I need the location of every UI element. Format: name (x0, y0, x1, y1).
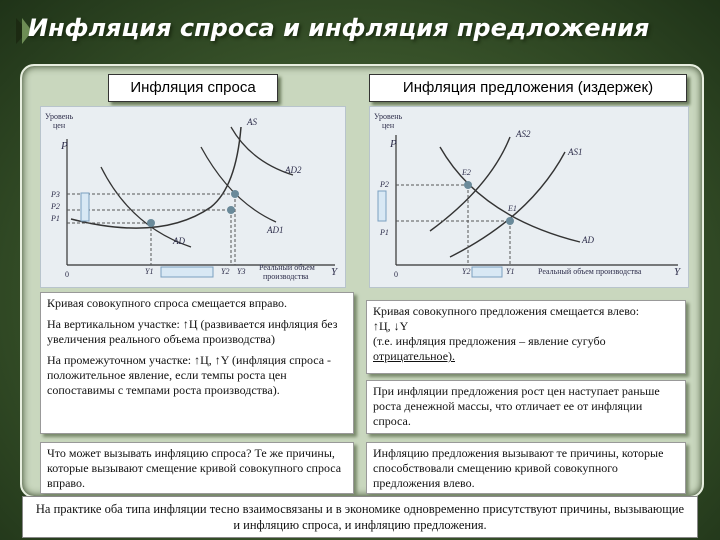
x-axis-label-1: Реальный объем (259, 263, 315, 272)
equilibrium-point-e1 (506, 217, 514, 225)
y-axis-label-1: Уровень (374, 112, 403, 121)
y2-label: Y2 (462, 267, 471, 276)
price-up-arrow-icon (81, 193, 89, 221)
p1-label: P1 (380, 228, 389, 237)
ad-curve (101, 167, 191, 247)
y1-label: Y1 (506, 267, 515, 276)
supply-causes-text: Инфляцию предложения вызывают те причины, которые способствовали смещению кривой совокупного предложения влево. (373, 446, 664, 490)
ad1-label: AD1 (267, 225, 284, 235)
x-axis-symbol: Y (331, 266, 338, 278)
demand-causes-text: Что может вызывать инфляцию спроса? Те же причины, которые вызывают смещение кривой совокупного спроса вправо. (47, 446, 342, 490)
ad2-label: AD2 (285, 165, 302, 175)
x-axis-label-2: производства (263, 272, 309, 281)
supply-inflation-graph (369, 106, 689, 288)
supply-inflation-causes (366, 442, 686, 494)
supply-inflation-timing (366, 380, 686, 434)
origin-label: 0 (394, 270, 398, 279)
vertical-segment-text: На вертикальном участке: ↑Ц (развивается инфляция без увеличения реального объема производства) (47, 317, 338, 346)
supply-timing-text: При инфляции предложения рост цен наступает раньше роста денежной массы, что отличает ее от инфляции спроса. (373, 384, 660, 428)
as1-label: AS1 (568, 147, 583, 157)
equilibrium-point-e2 (464, 181, 472, 189)
p2-label: P2 (380, 180, 389, 189)
y-axis-label-2: цен (382, 121, 395, 130)
demand-inflation-graph (40, 106, 346, 288)
supply-shift-text: Кривая совокупного предложения смещается влево: (373, 304, 640, 318)
origin-label: 0 (65, 270, 69, 279)
x-axis-label: Реальный объем производства (538, 267, 642, 276)
p2-label: P2 (51, 202, 60, 211)
output-right-arrow-icon (161, 267, 213, 277)
y1-label: Y1 (145, 267, 154, 276)
y3-label: Y3 (237, 267, 246, 276)
price-up-arrow-icon (378, 191, 386, 221)
title-bar (0, 0, 720, 56)
footer-note: На практике оба типа инфляции тесно взаимосвязаны и в экономике одновременно присутствуют причины, вызывающие и инфляцию спроса, и инфляцию предложения. (22, 496, 698, 538)
supply-note-negative: отрицательное). (373, 349, 456, 363)
as2-label: AS2 (516, 129, 531, 139)
demand-inflation-description (40, 292, 354, 434)
ad-label: AD (582, 235, 594, 245)
y-axis-label-1: Уровень (45, 112, 74, 121)
demand-shift-text: Кривая совокупного спроса смещается вправо. (47, 296, 288, 310)
equilibrium-point-1 (147, 219, 155, 227)
equilibrium-point-3 (231, 190, 239, 198)
as-curve (71, 127, 241, 228)
y-axis-label-2: цен (53, 121, 66, 130)
supply-note-text: (т.е. инфляция предложения – явление сугубо (373, 334, 606, 348)
intermediate-segment-text: На промежуточном участке: ↑Ц, ↑Y (инфляция спроса - положительное явление, если темпы роста цен сопоставимы с темпами роста производства). (47, 353, 332, 397)
supply-inflation-heading: Инфляция предложения (издержек) (369, 74, 687, 102)
y-axis-symbol: P (61, 140, 68, 152)
e1-label: E1 (508, 204, 517, 213)
demand-inflation-causes (40, 442, 354, 494)
e2-label: E2 (462, 168, 471, 177)
page-title: Инфляция спроса и инфляция предложения (28, 14, 650, 42)
y2-label: Y2 (221, 267, 230, 276)
supply-effect-text: ↑Ц, ↓Y (373, 319, 409, 333)
x-axis-symbol: Y (674, 266, 681, 278)
supply-inflation-description (366, 300, 686, 374)
y-axis-symbol: P (390, 138, 397, 150)
as-label: AS (247, 117, 257, 127)
equilibrium-point-2 (227, 206, 235, 214)
output-left-arrow-icon (472, 267, 502, 277)
ad1-curve (201, 147, 276, 222)
ad-label: AD (173, 236, 185, 246)
p3-label: P3 (51, 190, 60, 199)
p1-label: P1 (51, 214, 60, 223)
demand-inflation-heading: Инфляция спроса (108, 74, 278, 102)
